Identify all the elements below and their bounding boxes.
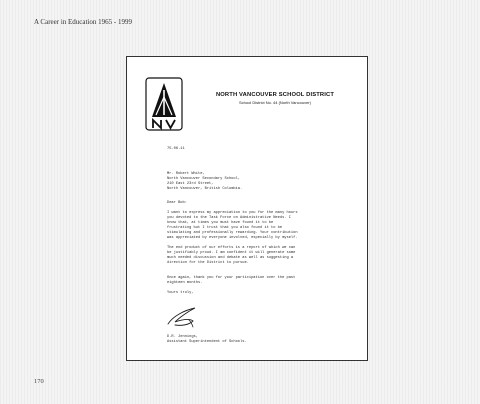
signatory-block [167,335,247,345]
text-line: be justifiably proud. I am confident it will generate some [167,250,296,255]
text-line: much needed discussion and debate as well as suggesting a [167,255,294,260]
text-line: know that, at times you must have found it to be [167,220,274,225]
text-line: The end product of our efforts is a report of which we can [167,246,296,250]
paragraph-2 [167,246,295,266]
text-line: you devoted to the Task Force on Administrative Needs. I [167,215,291,220]
district-logo [145,77,183,131]
text-line: Once again, thank you for your participation over the past [167,276,296,280]
handwritten-signature [165,304,205,331]
address-line: North Vancouver, British Columbia. [167,186,243,191]
signatory-title: Assistant Superintendent of Schools. [167,339,247,344]
recipient-address [167,172,242,192]
paragraph-1 [167,211,298,240]
text-line: frustrating but I trust that you also found it to be [167,225,283,230]
paragraph-3 [167,276,295,286]
district-name: NORTH VANCOUVER SCHOOL DISTRICT [215,92,335,98]
letter-date: 75.06.11 [167,147,185,151]
text-line: I want to express my appreciation to you for the many hours [167,211,298,215]
letterhead [193,92,357,105]
salutation: Dear Bob: [167,201,187,205]
text-line: eighteen months. [167,280,203,285]
address-line: 210 East 23rd Street, [167,181,214,186]
running-header: A Career in Education 1965 - 1999 [34,18,132,26]
text-line: direction for the District to pursue. [167,260,249,265]
letter-document [126,56,368,361]
closing: Yours truly, [167,291,194,295]
district-subtitle: School District No. 44 (North Vancouver) [239,100,311,105]
text-line: stimulating and professionally rewarding. Your contribution [167,230,298,235]
address-line: North Vancouver Secondary School, [167,176,241,181]
signatory-name: D.R. Jennings, [167,335,198,339]
text-line: was appreciated by everyone involved, especially by myself. [167,235,298,240]
address-line: Mr. Robert White, [167,172,205,176]
page-number: 170 [34,378,44,385]
